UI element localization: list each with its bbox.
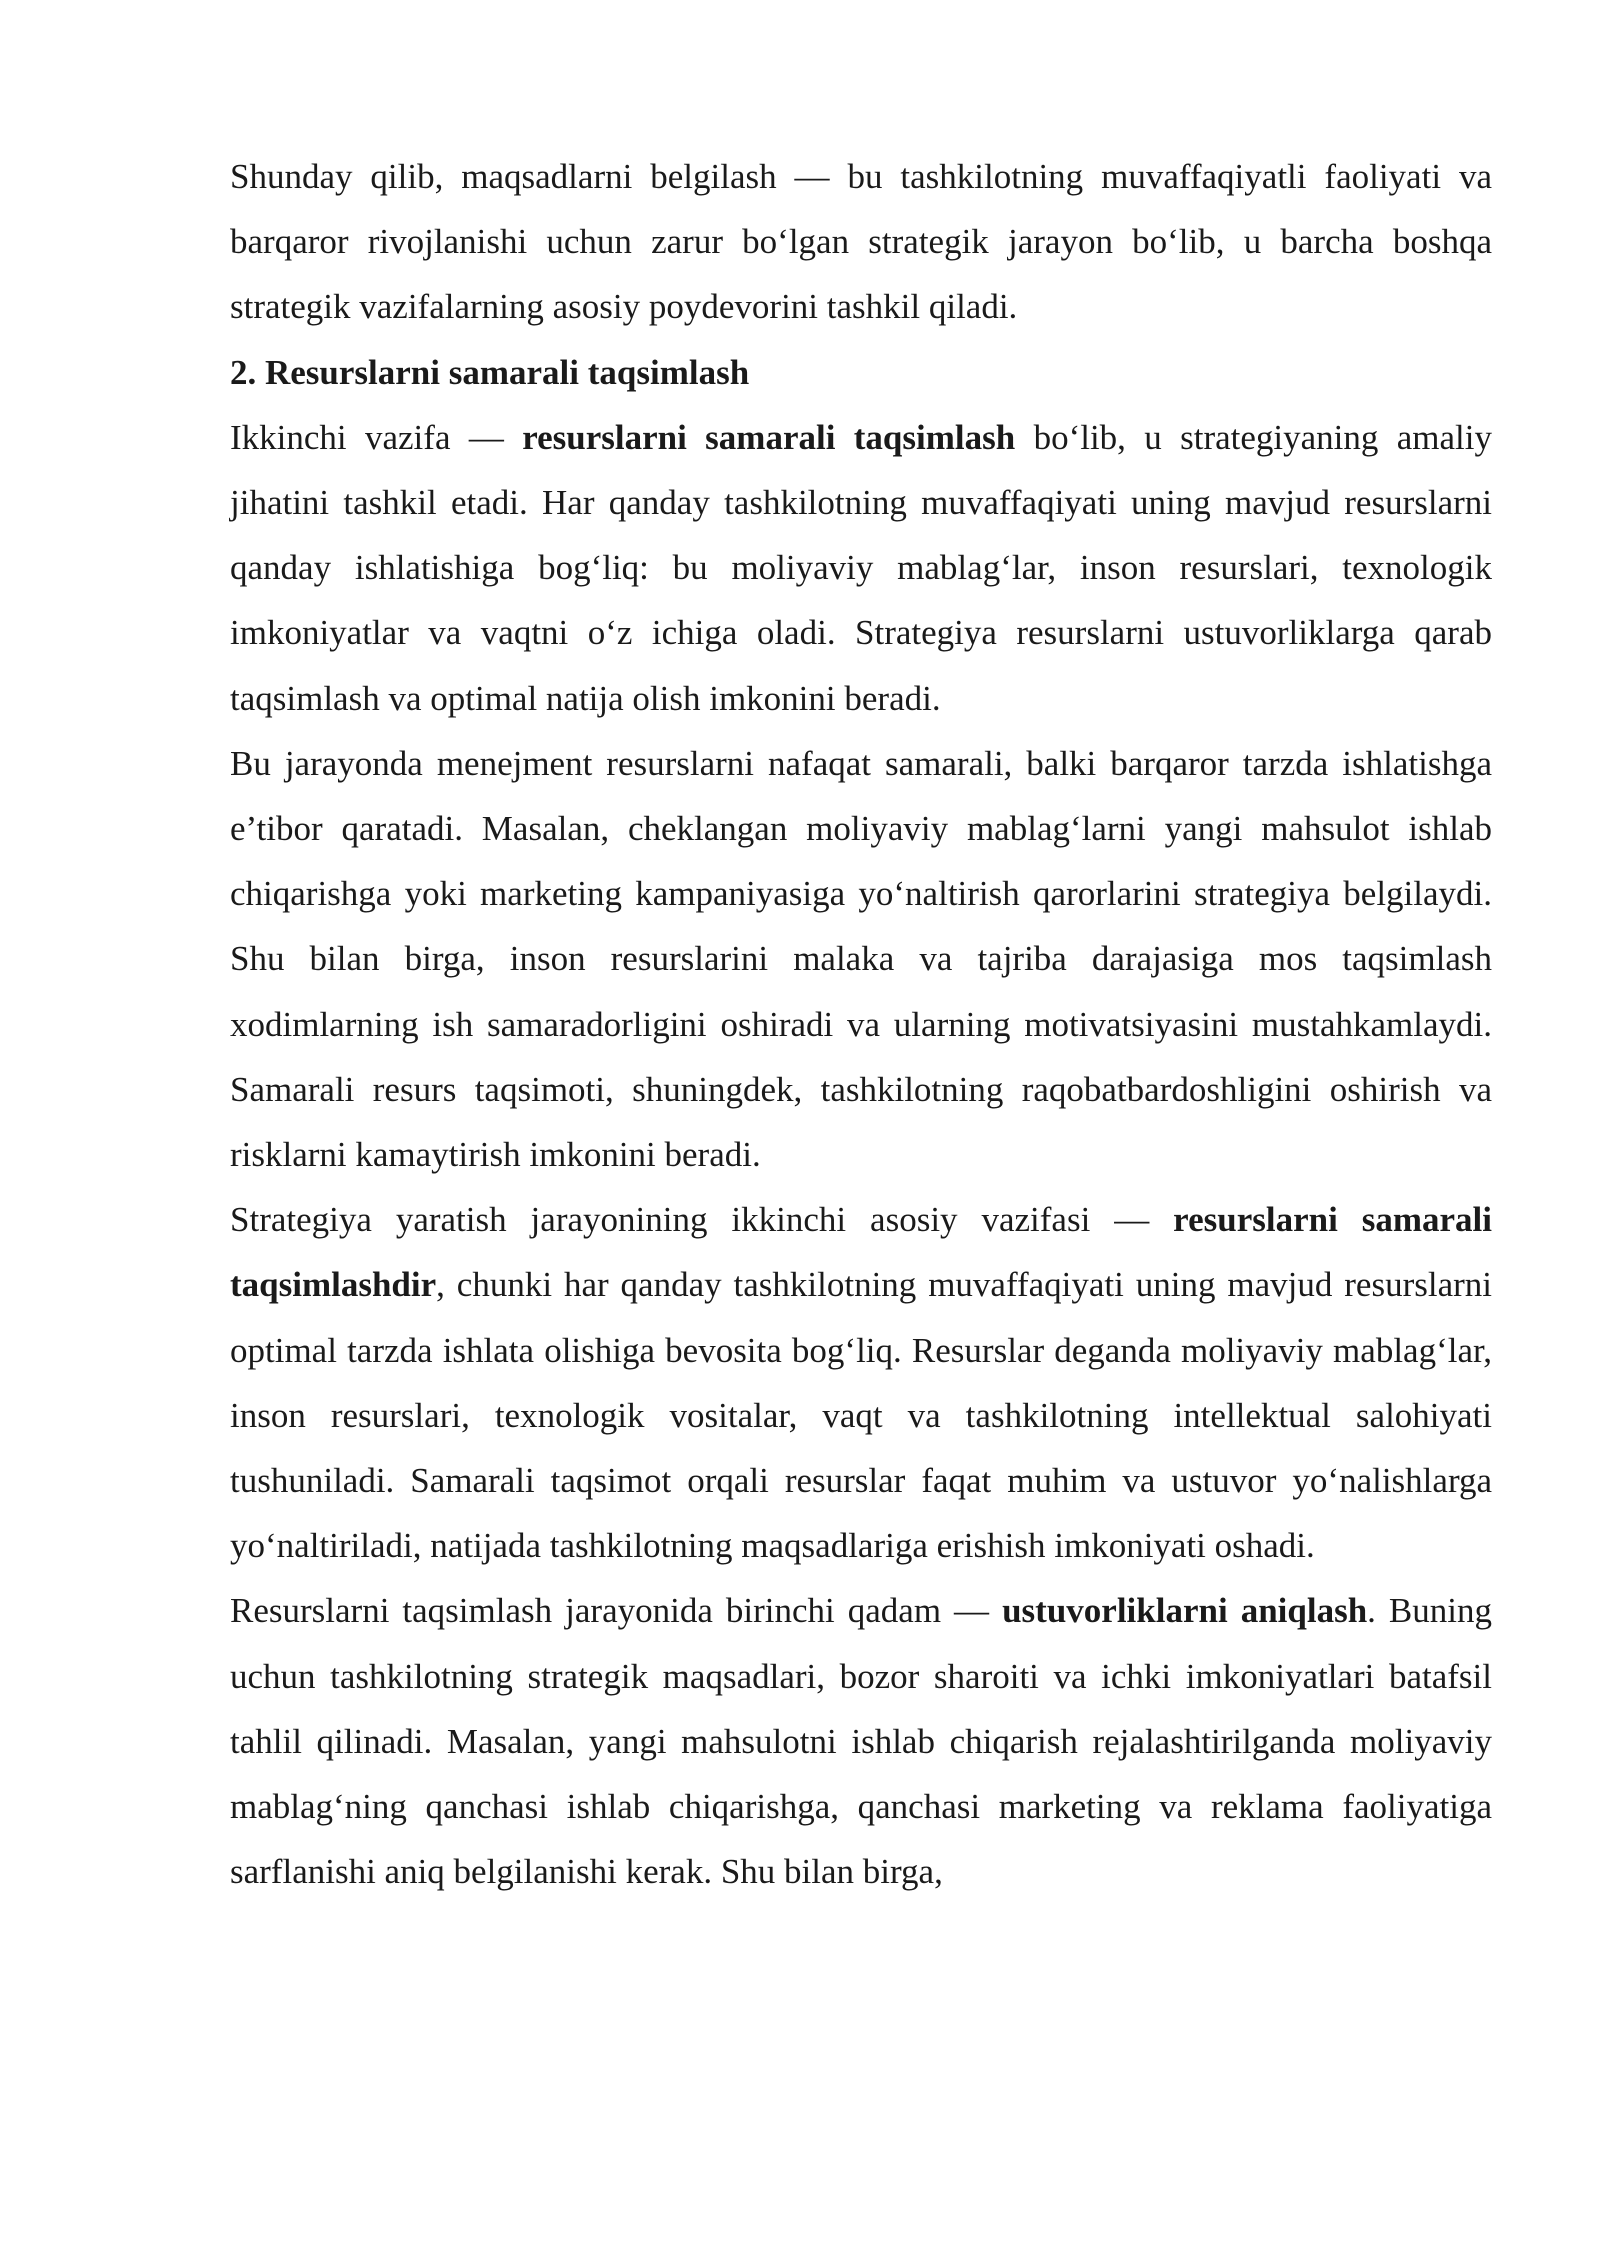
text-run: Ikkinchi vazifa —: [230, 417, 523, 457]
text-run: , chunki har qanday tashkilotning muvaffaqiyati uning mavjud resurslarni optimal tarzda ishlata olishiga bevosita bog‘liq. Resurslar deganda moliyaviy mablag‘lar, inson resurslari, texnologik vositalar, vaqt va tashkilotning intellektual salohiyati tushuniladi. Samarali taqsimot orqali resurslar faqat muhim va ustuvor yo‘nalishlarga yo‘naltiriladi, natijada tashkilotning maqsadlariga erishish imkoniyati oshadi.: [230, 1265, 1492, 1566]
paragraph-management: Bu jarayonda menejment resurslarni nafaqat samarali, balki barqaror tarzda ishlatishga e’tibor qaratadi. Masalan, cheklangan moliyaviy mablag‘larni yangi mahsulot ishlab chiqarishga yoki marketing kampaniyasiga yo‘naltirish qarorlarini strategiya belgilaydi. Shu bilan birga, inson resurslarini malaka va tajriba darajasiga mos taqsimlash xodimlarning ish samaradorligini oshiradi va ularning motivatsiyasini mustahkamlaydi. Samarali resurs taqsimoti, shuningdek, tashkilotning raqobatbardoshligini oshirish va risklarni kamaytirish imkonini beradi.: [230, 743, 1492, 1175]
paragraph-strategy-creation: [230, 1187, 1492, 1578]
document-page: [230, 144, 1492, 1904]
section-heading: 2. Resurslarni samarali taqsimlash: [230, 352, 750, 392]
bold-term: resurslarni samarali taqsimlashdir: [230, 1200, 1492, 1305]
text-run: Strategiya yaratish jarayonining ikkinchi asosiy vazifasi —: [230, 1200, 1174, 1240]
text-run: . Buning uchun tashkilotning strategik maqsadlari, bozor sharoiti va ichki imkoniyatlari batafsil tahlil qilinadi. Masalan, yangi mahsulotni ishlab chiqarish rejalashtirilganda moliyaviy mablag‘ning qanchasi ishlab chiqarishga, qanchasi marketing va reklama faoliyatiga sarflanishi aniq belgilanishi kerak. Shu bilan birga,: [230, 1591, 1493, 1892]
text-run: Resurslarni taqsimlash jarayonida birinchi qadam —: [230, 1591, 1003, 1631]
paragraph-second-task: [230, 405, 1492, 731]
text-run: bo‘lib, u strategiyaning amaliy jihatini tashkil etadi. Har qanday tashkilotning muvaffaqiyati uning mavjud resurslarni qanday ishlatishiga bog‘liq: bu moliyaviy mablag‘lar, inson resurslari, texnologik imkoniyatlar va vaqtni o‘z ichiga oladi. Strategiya resurslarni ustuvorliklarga qarab taqsimlash va optimal natija olish imkonini beradi.: [230, 417, 1493, 718]
paragraph-conclusion: Shunday qilib, maqsadlarni belgilash — bu tashkilotning muvaffaqiyatli faoliyati va barqaror rivojlanishi uchun zarur bo‘lgan strategik jarayon bo‘lib, u barcha boshqa strategik vazifalarning asosiy poydevorini tashkil qiladi.: [230, 157, 1492, 327]
bold-term: resurslarni samarali taqsimlash: [522, 417, 1016, 457]
paragraph-priorities: [230, 1578, 1492, 1904]
bold-term: ustuvorliklarni aniqlash: [1002, 1591, 1368, 1631]
